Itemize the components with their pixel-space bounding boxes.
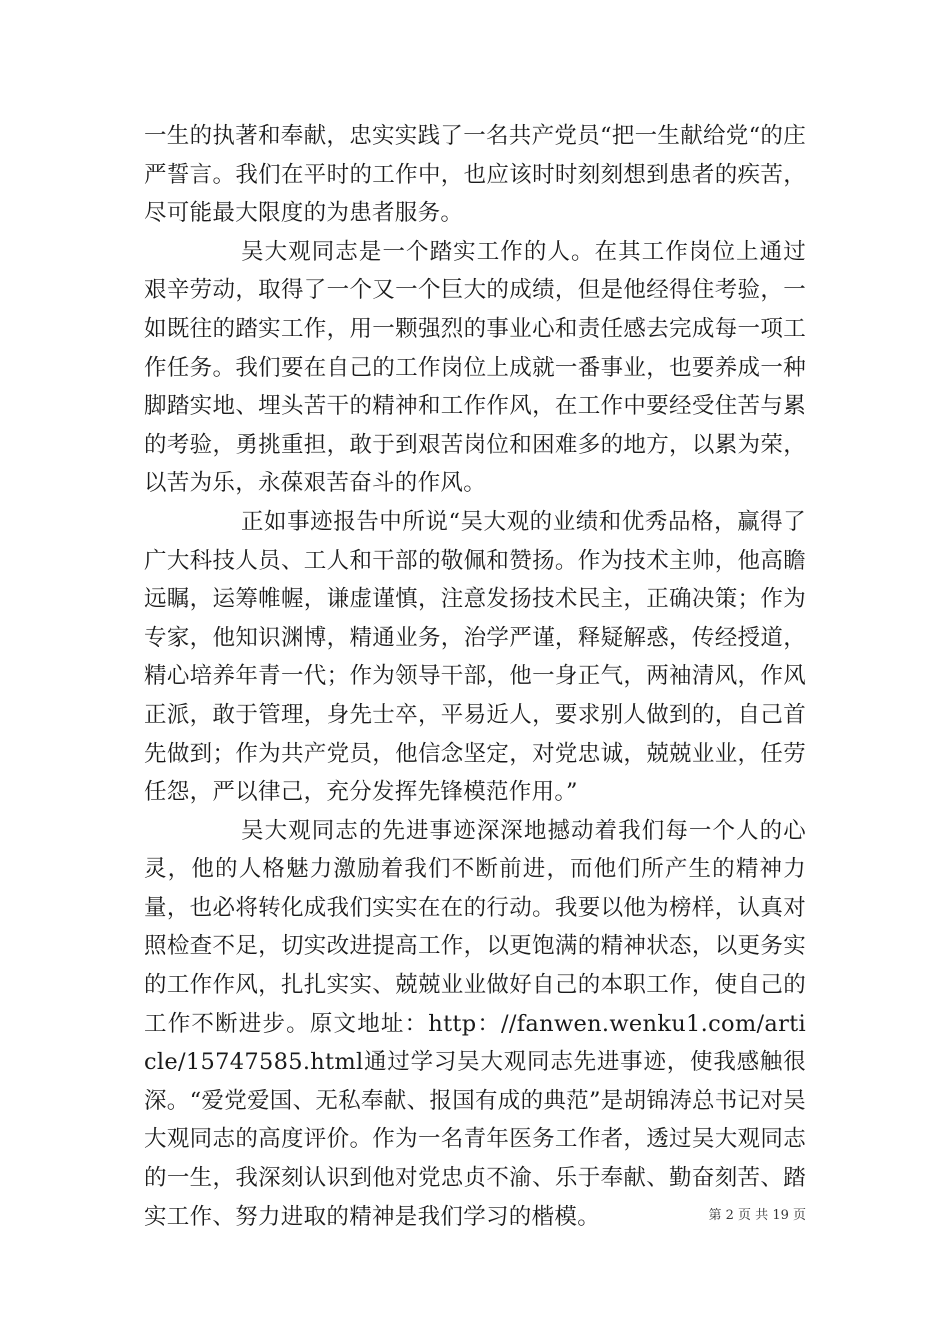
paragraph-4: 吴大观同志的先进事迹深深地撼动着我们每一个人的心灵，他的人格魅力激励着我们不断前进，而他们所产生的精神力量，也必将转化成我们实实在在的行动。我要以他为榜样，认真对照检查不足，切实改进提高工作，以更饱满的精神状态，以更务实的工作作风，扎扎实实、兢兢业业做好自己的本职工作，使自己的工作不断进步。原文地址：http：//fanwen.wenku1.com/article/15747585.html通过学习吴大观同志先进事迹，使我感触很深。“爱党爱国、无私奉献、报国有成的典范”是胡锦涛总书记对吴大观同志的高度评价。作为一名青年医务工作者，透过吴大观同志的一生，我深刻认识到他对党忠贞不渝、乐于奉献、勤奋刻苦、踏实工作、努力进取的精神是我们学习的楷模。 xyxy=(144,817,807,1230)
page-number-footer: 第 2 页 共 19 页 xyxy=(708,1208,806,1223)
paragraph-3: 正如事迹报告中所说“吴大观的业绩和优秀品格，赢得了广大科技人员、工人和干部的敬佩和赞扬。作为技术主帅，他高瞻远瞩，运筹帷幄，谦虚谨慎，注意发扬技术民主，正确决策；作为专家，他知识渊博，精通业务，治学严谨，释疑解惑，传经授道，精心培养年青一代；作为领导干部，他一身正气，两袖清风，作风正派，敢于管理，身先士卒，平易近人，要求别人做到的，自己首先做到；作为共产党员，他信念坚定，对党忠诚，兢兢业业，任劳任怨，严以律己，充分发挥先锋模范作用。” xyxy=(144,508,806,806)
document-body xyxy=(144,117,806,1236)
paragraph-2: 吴大观同志是一个踏实工作的人。在其工作岗位上通过艰辛劳动，取得了一个又一个巨大的成绩，但是他经得住考验，一如既往的踏实工作，用一颗强烈的事业心和责任感去完成每一项工作任务。我们要在自己的工作岗位上成就一番事业，也要养成一种脚踏实地、埋头苦干的精神和工作作风，在工作中要经受住苦与累的考验，勇挑重担，敢于到艰苦岗位和困难多的地方，以累为荣，以苦为乐，永葆艰苦奋斗的作风。 xyxy=(144,238,806,497)
paragraph-1: 一生的执著和奉献，忠实实践了一名共产党员“把一生献给党“的庄严誓言。我们在平时的工作中，也应该时时刻刻想到患者的疾苦，尽可能最大限度的为患者服务。 xyxy=(144,123,807,227)
